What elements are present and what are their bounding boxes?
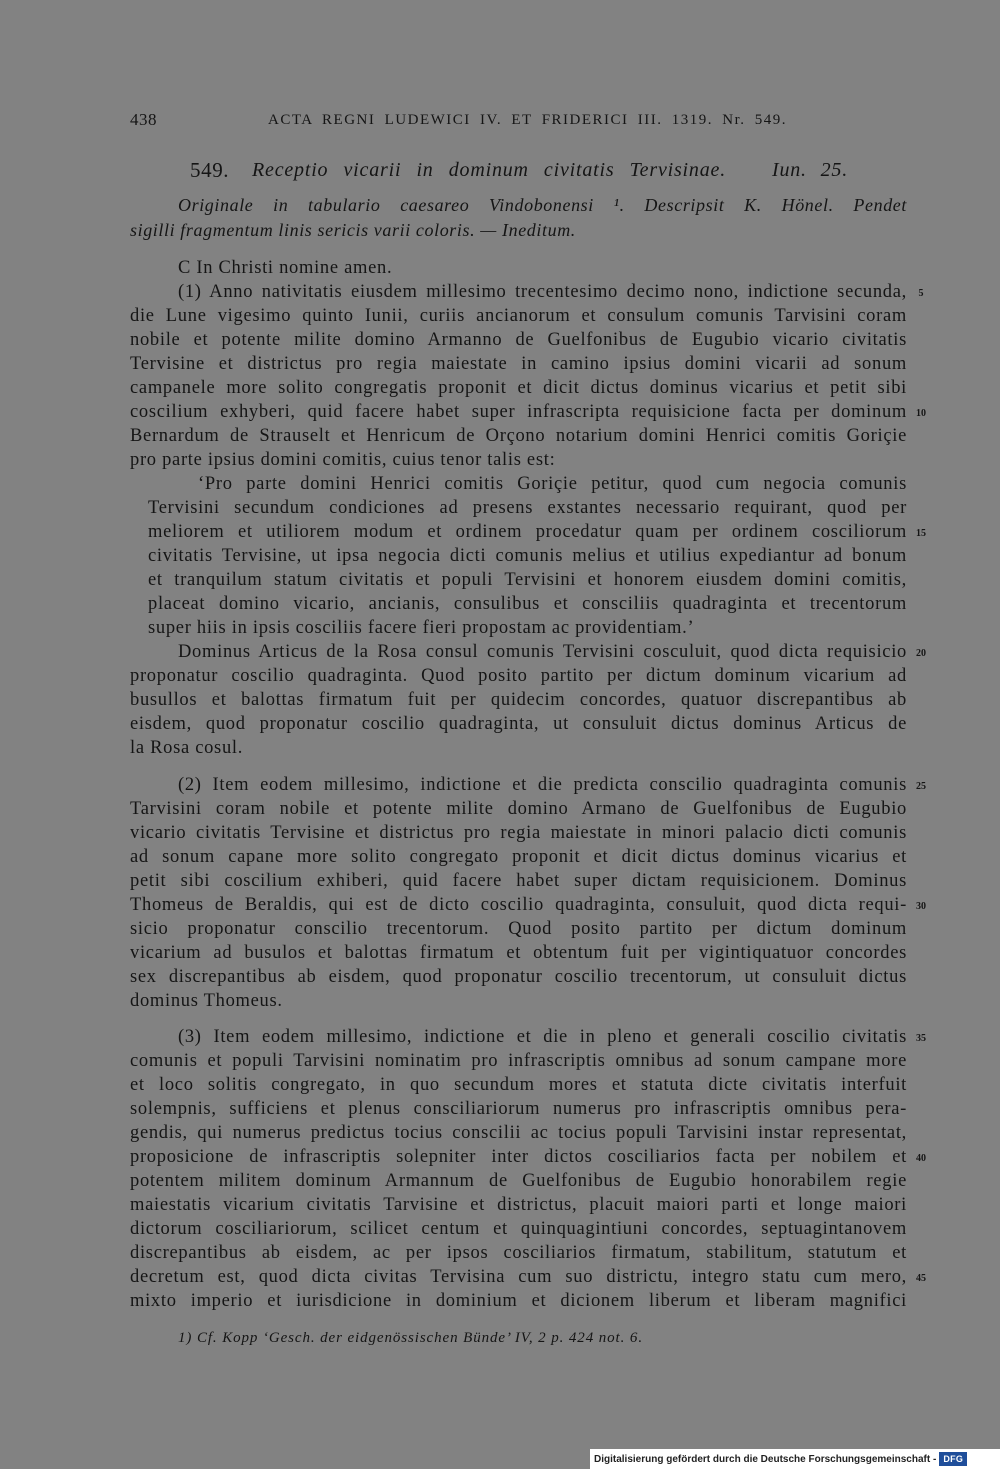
text-line: vicarium ad busulos et balottas firmatum et obtentum fuit per vigintiquatuor concordes bbox=[130, 943, 907, 963]
text-line: Tervisine et districtus pro regia maiestate in camino ipsius domini vicarii ad sonum bbox=[130, 354, 907, 374]
text-line: Tervisini secundum condiciones ad presens exstantes necessario requirant, quod per bbox=[148, 498, 907, 518]
text-line: eisdem, quod proponatur coscilio quadraginta, ut consuluit dictus dominus Articus de bbox=[130, 714, 907, 734]
text-line: sex discrepantibus ab eisdem, quod proponatur coscilio trecentorum, ut consuluit dictus bbox=[130, 967, 907, 987]
text-line: potentem militem dominum Armannum de Guelfonibus de Eugubio honorabilem regie bbox=[130, 1171, 907, 1191]
text-line: et tranquilum statum civitatis et populi Tervisini et honorem eiusdem domini comitis, bbox=[148, 570, 907, 590]
text-line: ad sonum capane more solito congregato proponit et dicit dictus dominus vicarius et bbox=[130, 847, 907, 867]
text-line: coscilium exhyberi, quid facere habet super infrascripta requisicione facta per dominum bbox=[130, 402, 907, 422]
text-line: vicario civitatis Tervisine et districtus pro regia maiestate in minori palacio dicti comunis bbox=[130, 823, 907, 843]
margin-line-number: 45 bbox=[916, 1273, 926, 1284]
text-line: (3) Item eodem millesimo, indictione et die in pleno et generali coscilio civitatis bbox=[178, 1027, 907, 1047]
text-line: sicio proponatur conscilio trecentorum. Quod posito partito per dictum dominum bbox=[130, 919, 907, 939]
text-line: civitatis Tervisine, ut ipsa negocia dicti comunis melius et utilius expediantur ad bonum bbox=[148, 546, 907, 566]
margin-line-number: 25 bbox=[916, 781, 926, 792]
text-line: mixto imperio et iurisdicione in dominium et dicionem liberum et liberam magnifici bbox=[130, 1291, 907, 1311]
text-line: (1) Anno nativitatis eiusdem millesimo trecentesimo decimo nono, indictione secunda, bbox=[178, 282, 907, 302]
text-line: comunis et populi Tarvisini nominatim pro infrascriptis omnibus ad sonum campane more bbox=[130, 1051, 907, 1071]
text-line: (2) Item eodem millesimo, indictione et die predicta conscilio quadraginta comunis bbox=[178, 775, 907, 795]
running-title: ACTA REGNI LUDEWICI IV. ET FRIDERICI III. 1319. Nr. 549. bbox=[268, 112, 787, 128]
document-date: Iun. 25. bbox=[772, 159, 848, 181]
funding-footer bbox=[590, 1449, 1000, 1469]
text-line: super hiis in ipsis cosciliis facere fieri propostam ac providentiam.’ bbox=[148, 618, 695, 638]
text-line: decretum est, quod dicta civitas Tervisina cum suo districtu, integro statu cum mero, bbox=[130, 1267, 907, 1287]
margin-line-number: 15 bbox=[916, 528, 926, 539]
text-line: petit sibi coscilium exhiberi, quid facere habet super dictam requisicionem. Dominus bbox=[130, 871, 907, 891]
text-line: gendis, qui numerus predictus tocius conscilii ac tocius populi Tarvisini instar representat, bbox=[130, 1123, 907, 1143]
document-number: 549. bbox=[190, 158, 230, 182]
text-line: die Lune vigesimo quinto Iunii, curiis ancianorum et consulum comunis Tarvisini coram bbox=[130, 306, 907, 326]
margin-line-number: 5 bbox=[918, 288, 924, 299]
text-line: discrepantibus ab eisdem, ac per ipsos cosciliarios firmatum, stabilitum, statutum et bbox=[130, 1243, 907, 1263]
margin-line-number: 40 bbox=[916, 1153, 926, 1164]
text-line: busullos et balottas firmatum fuit per quidecim concordes, quatuor discrepantibus ab bbox=[130, 690, 907, 710]
text-line: la Rosa cosul. bbox=[130, 738, 244, 758]
margin-line-number: 20 bbox=[916, 648, 926, 659]
footnote: 1) Cf. Kopp ‘Gesch. der eidgenössischen Bünde’ IV, 2 p. 424 not. 6. bbox=[178, 1330, 643, 1346]
text-line: Dominus Articus de la Rosa consul comunis Tervisini cosculuit, quod dicta requisicio bbox=[178, 642, 907, 662]
text-line: ‘Pro parte domini Henrici comitis Goriçie petitur, quod cum negocia comunis bbox=[198, 474, 907, 494]
source-note-line: Originale in tabulario caesareo Vindobonensi ¹. Descripsit K. Hönel. Pendet bbox=[178, 195, 907, 215]
text-line: meliorem et utiliorem modum et ordinem procedatur quam per ordinem cosciliorum bbox=[148, 522, 907, 542]
document-title: Receptio vicarii in dominum civitatis Tervisinae. bbox=[252, 159, 726, 181]
text-line: Thomeus de Beraldis, qui est de dicto coscilio quadraginta, consuluit, quod dicta requi- bbox=[130, 895, 907, 915]
opening-invocation: C In Christi nomine amen. bbox=[178, 258, 393, 278]
text-line: proposicione de infrascriptis solepniter inter dictos cosciliarios facta per nobilem et bbox=[130, 1147, 907, 1167]
margin-line-number: 30 bbox=[916, 901, 926, 912]
text-line: proponatur coscilio quadraginta. Quod posito partito per dictum dominum vicarium ad bbox=[130, 666, 907, 686]
text-line: dominus Thomeus. bbox=[130, 991, 283, 1011]
text-line: maiestatis vicarium civitatis Tarvisine et districtus, placuit maiori parti et longe maiori bbox=[130, 1195, 907, 1215]
funding-notice: Digitalisierung gefördert durch die Deutsche Forschungsgemeinschaft - bbox=[594, 1453, 937, 1465]
margin-line-number: 10 bbox=[916, 408, 926, 419]
dfg-logo: DFG bbox=[939, 1452, 967, 1466]
text-line: solempnis, sufficiens et plenus consciliariorum numerus pro infrascriptis omnibus pera- bbox=[130, 1099, 907, 1119]
text-line: et loco solitis congregato, in quo secundum mores et statuta dicte civitatis interfuit bbox=[130, 1075, 907, 1095]
text-line: placeat domino vicario, ancianis, consulibus et consciliis quadraginta et trecentorum bbox=[148, 594, 907, 614]
text-line: dictorum cosciliariorum, scilicet centum et quinquagintiuni concordes, septuagintanovem bbox=[130, 1219, 907, 1239]
text-line: Bernardum de Strauselt et Henricum de Orçono notarium domini Henrici comitis Goriçie bbox=[130, 426, 907, 446]
text-line: campanele more solito congregatis proponit et dicit dictus dominus vicarius et petit sibi bbox=[130, 378, 907, 398]
margin-line-number: 35 bbox=[916, 1033, 926, 1044]
source-note-line: sigilli fragmentum linis sericis varii coloris. — Ineditum. bbox=[130, 220, 576, 240]
page-number: 438 bbox=[130, 110, 157, 129]
text-line: nobile et potente milite domino Armanno de Guelfonibus de Eugubio vicario civitatis bbox=[130, 330, 907, 350]
text-line: pro parte ipsius domini comitis, cuius tenor talis est: bbox=[130, 450, 556, 470]
text-line: Tarvisini coram nobile et potente milite domino Armano de Guelfonibus de Eugubio bbox=[130, 799, 907, 819]
